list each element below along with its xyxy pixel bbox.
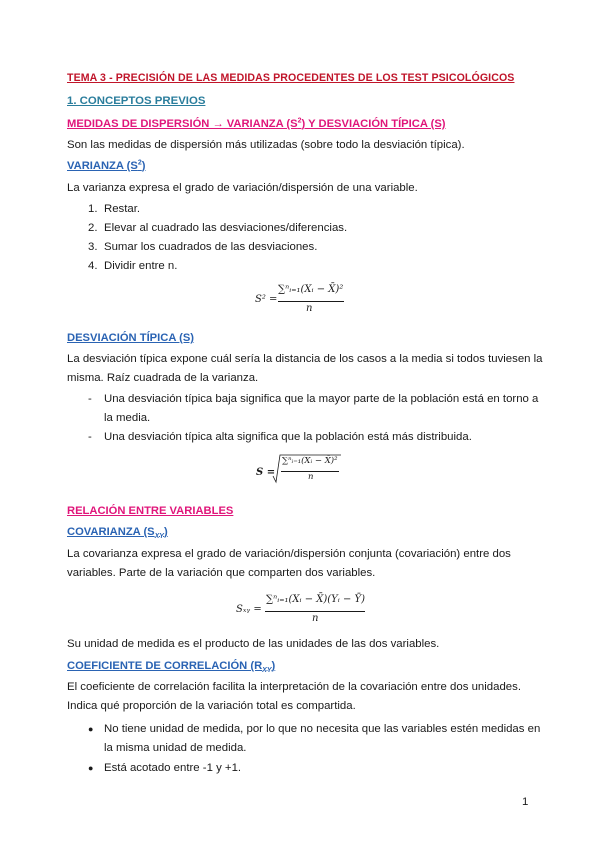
section-heading-conceptos: 1. CONCEPTOS PREVIOS (67, 95, 206, 107)
bullet-text: No tiene unidad de medida, por lo que no necesita que las variables estén medidas en (104, 723, 541, 735)
bullet-text: Una desviación típica baja significa que la mayor parte de la población está en torno a (104, 393, 539, 405)
page-number: 1 (522, 796, 529, 808)
heading-varianza: VARIANZA $(S^2)$ (67, 159, 146, 172)
heading-covarianza: COVARIANZA $(S_{XY})$ (67, 526, 168, 541)
step-text: Elevar al cuadrado las desviaciones/diferencias. (104, 222, 348, 234)
formula-denominator: n (306, 303, 313, 314)
step-number: 1. (88, 203, 98, 215)
dash-marker: - (88, 431, 92, 443)
bullet-icon: ● (88, 724, 94, 734)
desviacion-text-2: misma. Raíz cuadrada de la varianza. (67, 372, 259, 384)
bullet-text: Está acotado entre -1 y +1. (104, 762, 242, 774)
document-title: TEMA 3 - PRECISIÓN DE LAS MEDIDAS PROCEDENTES DE LOS TEST PSICOLÓGICOS (67, 72, 515, 84)
formula-numerator: ∑ⁿᵢ₌₁(Xᵢ − X̄)² (278, 284, 344, 295)
fraction-bar (265, 611, 365, 612)
bullet-icon: ● (88, 763, 94, 773)
step-number: 4. (88, 260, 98, 272)
formula-denominator: n (312, 613, 319, 624)
step-text: Restar. (104, 203, 141, 215)
formula-lhs: Sₓᵧ = (236, 604, 262, 615)
formula-numerator: ∑ⁿᵢ₌₁(Xᵢ − X̄)(Yᵢ − Ȳ) (266, 594, 366, 605)
formula-numerator: ∑ⁿᵢ₌₁(Xᵢ − X̄)² (282, 456, 338, 466)
heading-desviacion-tipica: DESVIACIÓN TÍPICA (S) (67, 332, 195, 344)
correlacion-text-2: Indica qué proporción de la variación total es compartida. (67, 700, 356, 712)
step-text: Dividir entre n. (104, 260, 178, 272)
step-number: 3. (88, 241, 98, 253)
covarianza-unit: Su unidad de medida es el producto de las unidades de las dos variables. (67, 638, 440, 650)
heading-coeficiente-correlacion: COEFICIENTE DE CORRELACIÓN $(R_{XY})$ (67, 660, 276, 675)
step-text: Sumar los cuadrados de las desviaciones. (104, 241, 318, 253)
correlacion-text-1: El coeficiente de correlación facilita la interpretación de la covariación entre dos unidades. (67, 681, 521, 693)
formula-lhs: S² = (255, 294, 278, 305)
formula-denominator: n (308, 472, 314, 482)
covarianza-text-1: La covarianza expresa el grado de variación/dispersión conjunta (covariación) entre dos (67, 548, 511, 560)
dispersion-intro: Son las medidas de dispersión más utilizadas (sobre todo la desviación típica). (67, 139, 465, 151)
step-number: 2. (88, 222, 98, 234)
varianza-text: La varianza expresa el grado de variación/dispersión de una variable. (67, 182, 418, 194)
bullet-text: Una desviación típica alta significa que la población está más distribuida. (104, 431, 472, 443)
covarianza-text-2: variables. Parte de la variación que comparten dos variables. (67, 567, 376, 579)
bullet-text: la media. (104, 412, 151, 424)
desviacion-text-1: La desviación típica expone cuál sería la distancia de los casos a la media si todos tuviesen la (67, 353, 543, 365)
heading-medidas-dispersion: MEDIDAS DE DISPERSIÓN → VARIANZA $(S^2)$ Y DESVIACIÓN TÍPICA (S) (67, 117, 446, 130)
bullet-text: la misma unidad de medida. (104, 742, 247, 754)
heading-relacion-variables: RELACIÓN ENTRE VARIABLES (67, 505, 234, 517)
fraction-bar (278, 301, 344, 302)
formula-lhs: S = (256, 467, 276, 478)
dash-marker: - (88, 393, 92, 405)
